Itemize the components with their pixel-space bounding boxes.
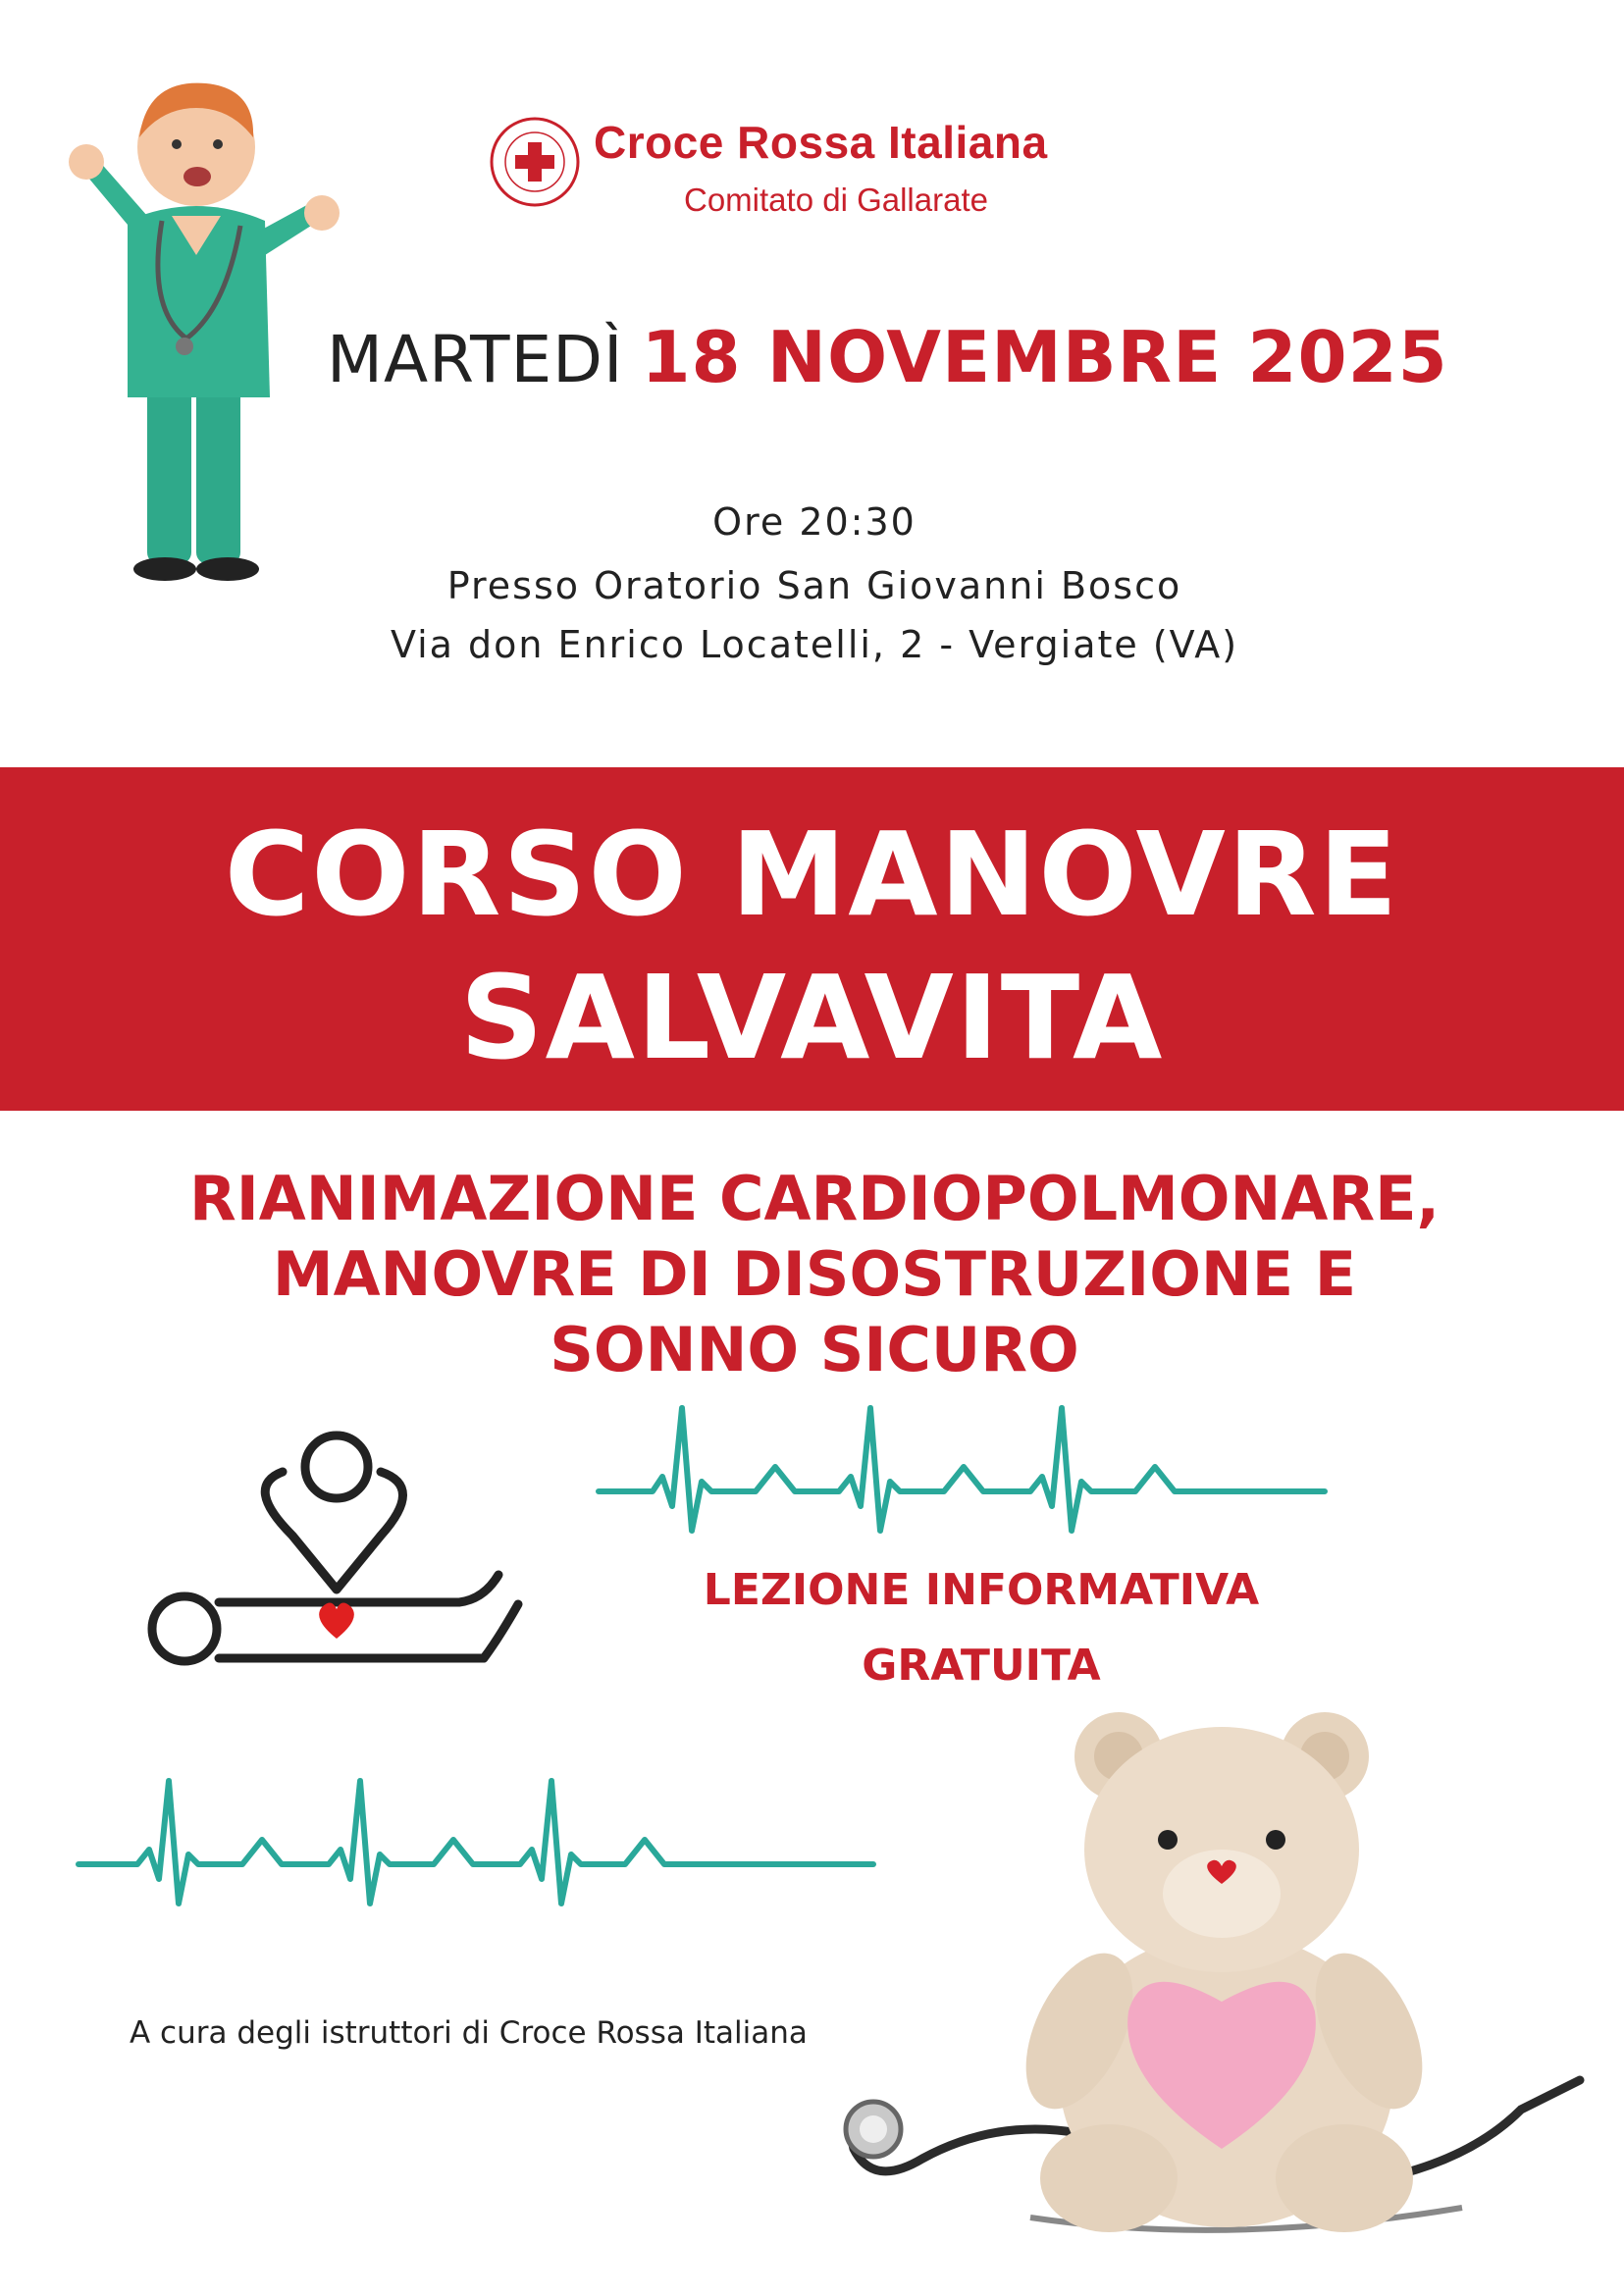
event-time: Ore 20:30 (712, 500, 917, 544)
subtitle-line-1: RIANIMAZIONE CARDIOPOLMONARE, (188, 1163, 1441, 1234)
banner-title-line-1: CORSO MANOVRE (224, 807, 1400, 942)
cpr-icon (145, 1428, 557, 1683)
ecg-line-icon (74, 1776, 878, 1913)
event-venue: Presso Oratorio San Giovanni Bosco (446, 564, 1182, 607)
event-weekday: MARTEDÌ (327, 322, 624, 397)
credits-text: A cura degli istruttori di Croce Rossa Italiana (130, 2015, 808, 2051)
org-name: Croce Rossa Italiana (594, 117, 1048, 168)
event-date-line (327, 316, 1602, 398)
event-address: Via don Enrico Locatelli, 2 - Vergiate (VA) (390, 623, 1239, 666)
ecg-line-icon (594, 1403, 1330, 1540)
teddy-bear-stethoscope-illustration (834, 1688, 1599, 2276)
lesson-line-2: GRATUITA (862, 1641, 1101, 1691)
banner-title-line-2: SALVAVITA (459, 950, 1165, 1085)
subtitle-line-2: MANOVRE DI DISOSTRUZIONE E (272, 1238, 1357, 1310)
red-cross-emblem-icon (489, 116, 581, 208)
event-date: 18 NOVEMBRE 2025 (641, 316, 1448, 398)
lesson-line-1: LEZIONE INFORMATIVA (703, 1565, 1260, 1615)
org-committee: Comitato di Gallarate (684, 182, 988, 218)
subtitle-line-3: SONNO SICURO (550, 1314, 1079, 1385)
